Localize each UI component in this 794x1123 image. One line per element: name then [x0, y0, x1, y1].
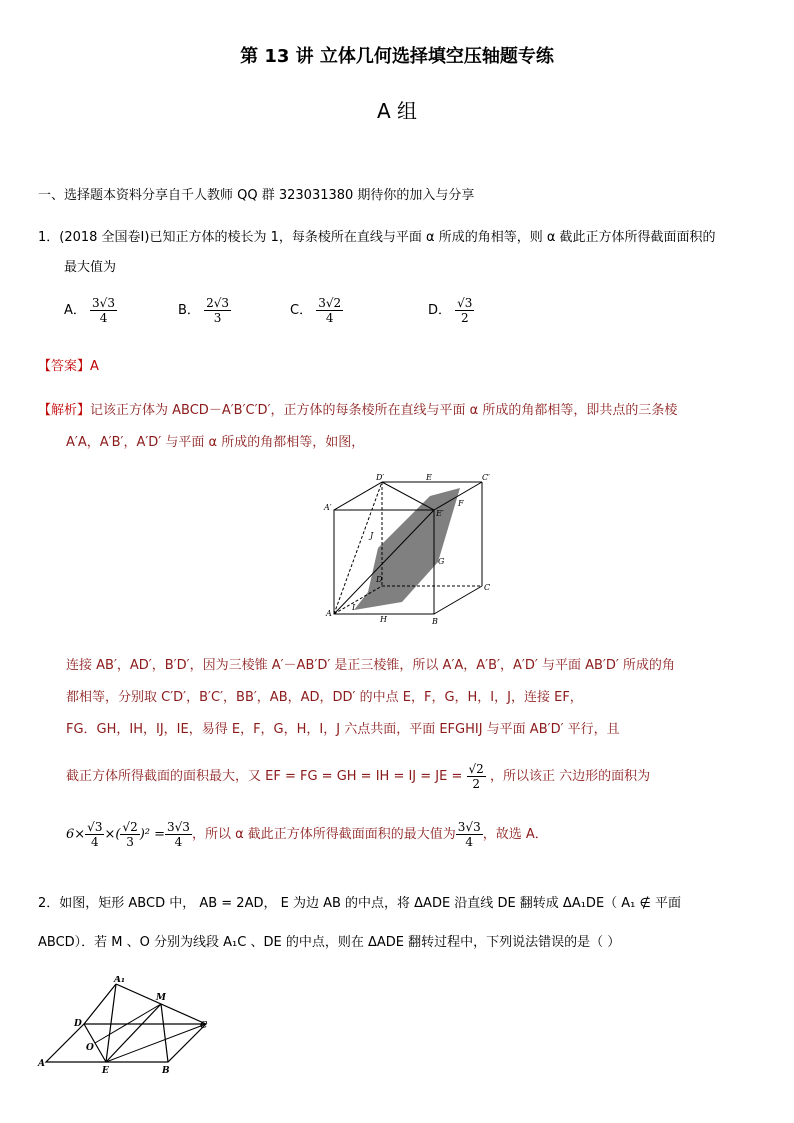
q1-explain-line4	[66, 762, 650, 791]
label-e-prime: E′	[436, 509, 444, 518]
fraction-4: $\frac{3√3}{4}$	[457, 820, 481, 849]
q1-explain-line1: 连接 AB′，AD′，B′D′，因为三棱锥 A′－AB′D′ 是正三棱锥，所以 A′A，A′B′，A′D′ 与平面 AB′D′ 所成的角	[66, 658, 675, 673]
line4-text-a: 截正方体所得截面的面积最大，又 EF = FG = GH = IH = IJ = JE =	[66, 769, 463, 784]
label-a1: A₁	[114, 976, 125, 985]
label-d: D	[74, 1019, 82, 1029]
fraction-1: $\frac{√3}{4}$	[87, 820, 103, 849]
answer-value: A	[90, 359, 99, 374]
label-e: E	[102, 1066, 109, 1076]
q1-final-line: 6× $\frac{√3}{4}$ ×( $\frac{√2}{3}$ )² = $\frac{3√3}{4}$ ，所以 α 截此正方体所得截面面积的最大值为 $\frac{3√3}{4}$ ，故选 A．	[66, 820, 548, 849]
fraction-2: $\frac{√2}{3}$	[122, 820, 138, 849]
page-title: 第 13 讲 立体几何选择填空压轴题专练	[240, 46, 554, 67]
section-heading: 一、选择题本资料分享自千人教师 QQ 群 323031380 期待你的加入与分享	[38, 188, 475, 203]
option-fraction: $\frac{3√3}{4}$	[92, 296, 115, 325]
q1-analysis-line2: A′A，A′B′，A′D′ 与平面 α 所成的角都相等，如图，	[66, 435, 365, 450]
q1-option-b[interactable]	[178, 296, 231, 325]
q1-option-c[interactable]	[290, 296, 343, 325]
label-d: D	[376, 575, 383, 584]
label-a: A	[38, 1059, 45, 1069]
group-heading: A 组	[376, 99, 418, 123]
option-label: A．	[64, 303, 86, 318]
label-c: C	[484, 583, 491, 592]
option-label: D．	[428, 303, 452, 318]
label-a: A	[326, 609, 332, 618]
q1-analysis-line1	[38, 399, 677, 418]
q1-stem-line1: 1．(2018 全国卷Ⅰ)已知正方体的棱长为 1，每条棱所在直线与平面 α 所成的角相等，则 α 截此正方体所得截面面积的	[38, 230, 716, 245]
q1-explain-line2: 都相等，分别取 C′D′，B′C′，BB′，AB，AD，DD′ 的中点 E，F，G，H，I，J，连接 EF，	[66, 690, 583, 705]
rectangle-fold-figure	[36, 976, 216, 1076]
label-g: G	[438, 557, 445, 566]
label-m: M	[156, 993, 166, 1003]
label-f: F	[458, 499, 464, 508]
option-fraction: $\frac{√3}{2}$	[457, 296, 473, 325]
hexagon-section	[354, 488, 460, 610]
q1-explain-line3: FG．GH，IH，IJ，IE，易得 E，F，G，H，I，J 六点共面，平面 EFGHIJ 与平面 AB′D′ 平行，且	[66, 722, 620, 737]
label-c-prime: C′	[482, 473, 490, 482]
q1-answer	[38, 355, 99, 374]
q2-stem-line1: 2．如图，矩形 ABCD 中， AB = 2AD， E 为边 AB 的中点，将 ΔADE 沿直线 DE 翻转成 ΔA₁DE（ A₁ ∉ 平面	[38, 896, 681, 911]
answer-tag: 【答案】	[38, 359, 91, 374]
label-a-prime: A′	[324, 503, 332, 512]
label-h: H	[380, 615, 387, 624]
label-b: B	[432, 617, 438, 626]
option-fraction: $\frac{3√2}{4}$	[318, 296, 342, 325]
fraction-3: $\frac{3√3}{4}$	[167, 820, 190, 849]
analysis-text: 记该正方体为 ABCD－A′B′C′D′，正方体的每条棱所在直线与平面 α 所成的角都相等，即共点的三条棱	[90, 403, 678, 418]
q2-stem-line2: ABCD）．若 M 、O 分别为线段 A₁C 、DE 的中点，则在 ΔADE 翻转过程中，下列说法错误的是（ ）	[38, 935, 621, 950]
label-e: E	[426, 473, 432, 482]
q1-stem-line2: 最大值为	[64, 260, 117, 275]
q1-option-a[interactable]	[64, 296, 117, 325]
line4-fraction: $\frac{√2}{2}$	[468, 762, 484, 791]
option-label: B．	[178, 303, 200, 318]
label-c: C	[200, 1021, 208, 1031]
label-j: J	[370, 531, 374, 540]
label-b: B	[162, 1066, 170, 1076]
label-i: I	[352, 603, 356, 612]
option-label: C．	[290, 303, 313, 318]
option-fraction: $\frac{2√3}{3}$	[206, 296, 229, 325]
analysis-tag: 【解析】	[38, 403, 91, 418]
q1-option-d[interactable]	[428, 296, 474, 325]
line4-text-b: ，所以该正 六边形的面积为	[489, 769, 651, 784]
cube-section-figure	[318, 470, 498, 630]
label-o: O	[86, 1043, 94, 1053]
label-d-prime: D′	[376, 473, 385, 482]
